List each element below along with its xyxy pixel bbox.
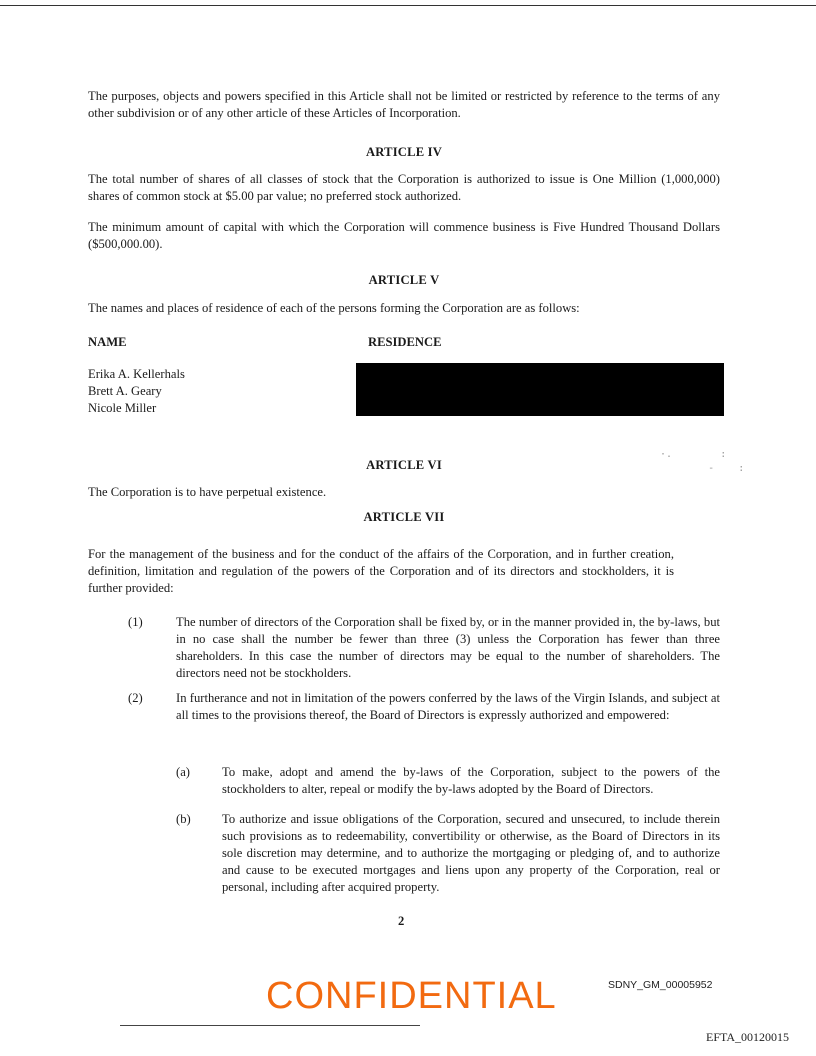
- redaction-box: [356, 363, 724, 416]
- incorporator-names: [88, 366, 185, 417]
- shares-paragraph: The total number of shares of all classes of stock that the Corporation is authorized to issue is One Million (1,000,000) shares of common stock at $5.00 par value; no preferred stock authorized.: [88, 172, 720, 203]
- article-vi-heading: ARTICLE VI: [366, 458, 442, 472]
- capital-paragraph: The minimum amount of capital with which the Corporation will commence business is Five Hundred Thousand Dollars ($500,000.00).: [88, 220, 720, 251]
- incorporator-name: Nicole Miller: [88, 401, 157, 415]
- name-column-header: NAME: [88, 335, 127, 349]
- top-rule: [0, 5, 816, 6]
- subitem-text: To authorize and issue obligations of the Corporation, secured and unsecured, to include therein such provisions as to redeemability, convertibility or otherwise, as the Board of Directors in its sole discretion may determine, and to authorize the mortgaging or pledging of, and to authorize and cause to be executed mortgages and liens upon any property of the Corporation, real or personal, including after acquired property.: [222, 812, 720, 894]
- incorporator-name: Erika A. Kellerhals: [88, 367, 185, 381]
- scan-specks: ·. : - :: [660, 449, 745, 474]
- existence-paragraph: The Corporation is to have perpetual existence.: [88, 485, 327, 499]
- persons-paragraph: The names and places of residence of each of the persons forming the Corporation are as follows:: [88, 301, 580, 315]
- efta-number: EFTA_00120015: [706, 1030, 790, 1044]
- residence-column-header: RESIDENCE: [368, 335, 442, 349]
- incorporator-name: Brett A. Geary: [88, 384, 162, 398]
- article-vii-heading: ARTICLE VII: [363, 510, 445, 524]
- bates-number: SDNY_GM_00005952: [608, 979, 713, 991]
- item-label: (1): [128, 615, 143, 629]
- item-text: In furtherance and not in limitation of the powers conferred by the laws of the Virgin Islands, and subject at all times to the provisions thereof, the Board of Directors is expressly authorized and empowered:: [176, 691, 720, 722]
- page-number: 2: [398, 914, 405, 928]
- management-paragraph: For the management of the business and for the conduct of the affairs of the Corporation, and in further creation, definition, limitation and regulation of the powers of the Corporation and of its directors and stockholders, it is further provided:: [88, 547, 674, 595]
- subitem-text: To make, adopt and amend the by-laws of the Corporation, subject to the powers of the stockholders to alter, repeal or modify the by-laws adopted by the Board of Directors.: [222, 765, 720, 796]
- item-label: (2): [128, 691, 143, 705]
- subitem-label: (a): [176, 765, 190, 779]
- purposes-paragraph: The purposes, objects and powers specified in this Article shall not be limited or restricted by reference to the terms of any other subdivision or of any other article of these Articles of Incorporation.: [88, 89, 720, 120]
- subitem-label: (b): [176, 812, 191, 826]
- bottom-rule: [120, 1025, 420, 1026]
- item-text: The number of directors of the Corporation shall be fixed by, or in the manner provided in, the by-laws, but in no case shall the number be fewer than three (3) unless the Corporation has fewer than three shareholders. In this case the number of directors may be equal to the number of shareholders. The directors need not be stockholders.: [176, 615, 720, 680]
- article-iv-heading: ARTICLE IV: [365, 145, 443, 159]
- confidential-watermark: CONFIDENTIAL: [266, 975, 557, 1017]
- article-v-heading: ARTICLE V: [368, 273, 440, 287]
